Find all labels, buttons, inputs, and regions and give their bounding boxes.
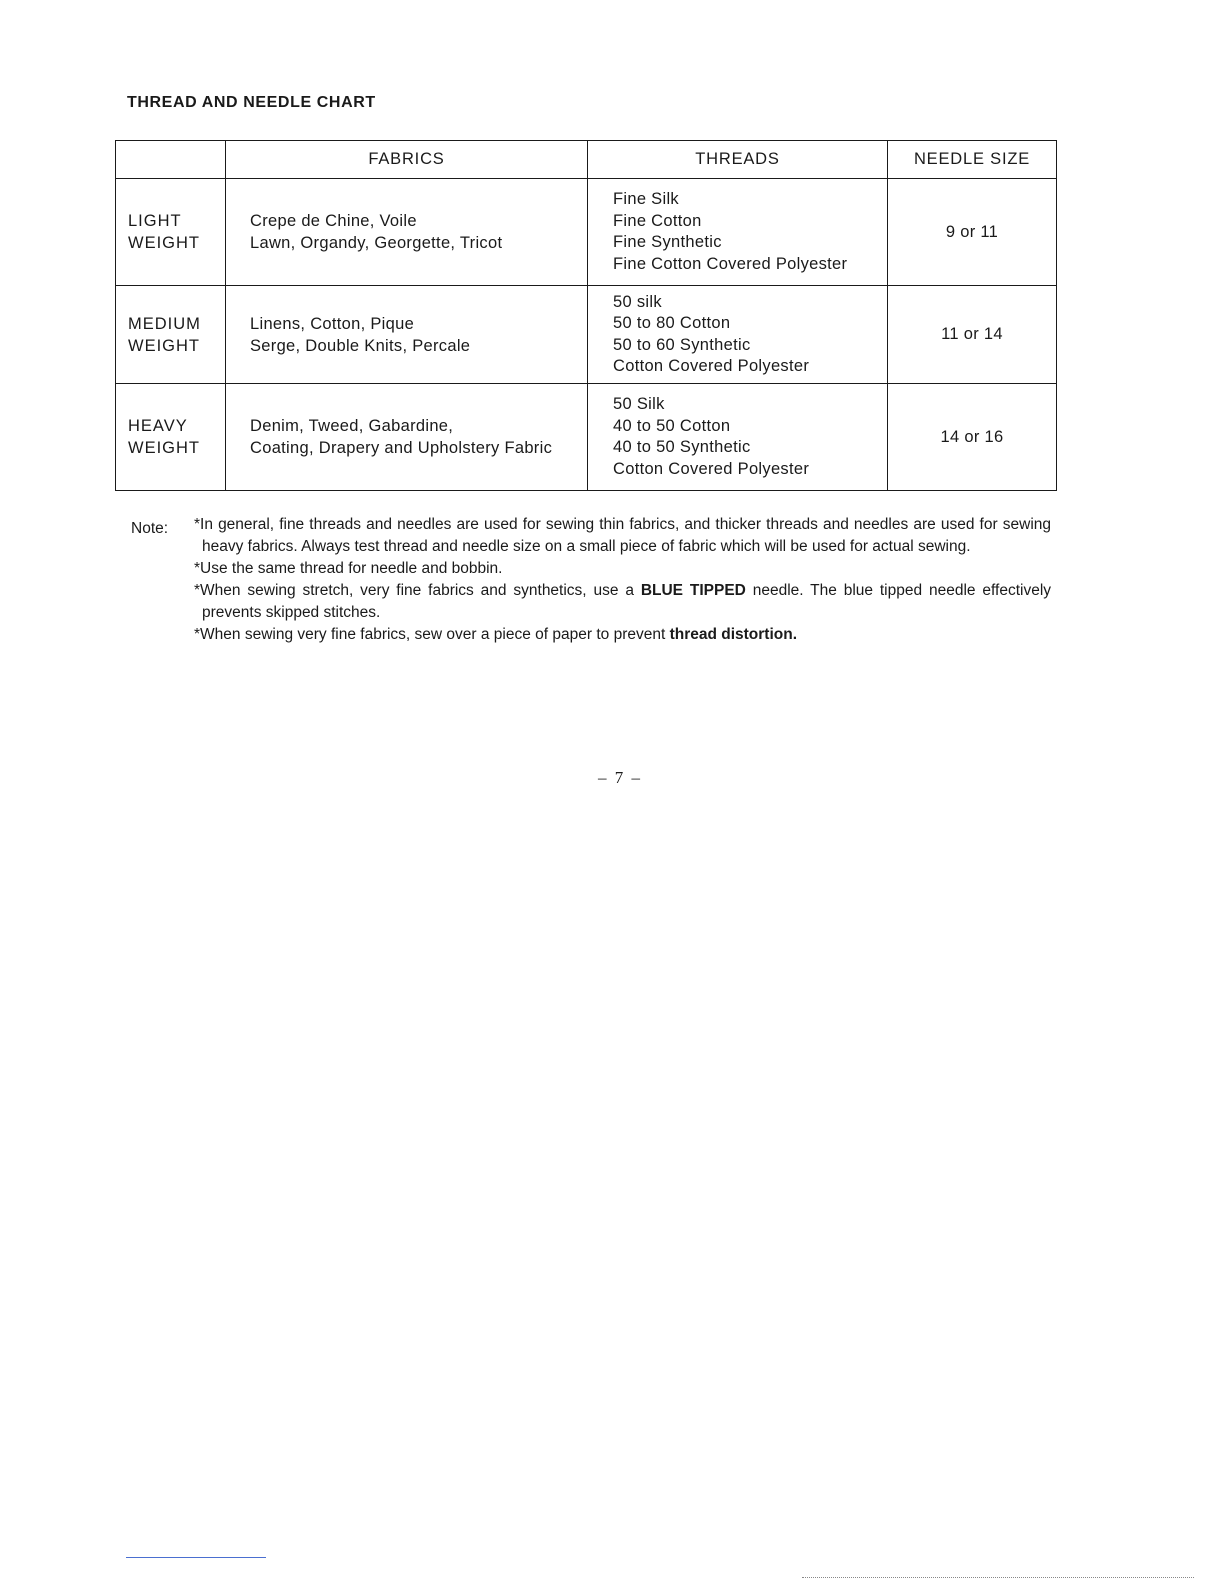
fabric-line: Crepe de Chine, Voile xyxy=(250,212,417,230)
note-item xyxy=(194,624,1051,646)
note-label: Note: xyxy=(131,520,169,537)
note-item xyxy=(194,580,1051,624)
note-text: *When sewing stretch, very fine fabrics and synthetics, use a xyxy=(194,582,641,599)
thread-line: Fine Cotton xyxy=(613,211,702,230)
table-row-heavy-weight xyxy=(116,384,1057,491)
fabric-line: Serge, Double Knits, Percale xyxy=(250,336,471,355)
thread-line: Fine Silk xyxy=(613,190,679,208)
footer-dotted-line xyxy=(802,1577,1194,1578)
thread-line: 40 to 50 Cotton xyxy=(613,416,731,435)
weight-label: HEAVY xyxy=(128,417,188,435)
note-text: *When sewing very fine fabrics, sew over a piece of paper to prevent xyxy=(194,626,670,643)
thread-line: 40 to 50 Synthetic xyxy=(613,438,751,456)
weight-label: WEIGHT xyxy=(128,234,200,252)
fabric-line: Denim, Tweed, Gabardine, xyxy=(250,417,454,435)
table-row-medium-weight xyxy=(116,286,1057,384)
weight-label: MEDIUM xyxy=(128,314,201,333)
weight-label: LIGHT xyxy=(128,212,182,230)
chart-title: THREAD AND NEEDLE CHART xyxy=(127,94,376,111)
needle-size-cell: 11 or 14 xyxy=(888,286,1057,384)
note-text: needle. The blue tipped needle effectively prevents skipped stitches. xyxy=(202,582,1052,621)
fabrics-cell xyxy=(226,384,588,491)
weight-label: WEIGHT xyxy=(128,439,200,457)
fabric-line: Linens, Cotton, Pique xyxy=(250,314,415,333)
footer-rule xyxy=(126,1557,266,1558)
needle-size-cell: 14 or 16 xyxy=(888,384,1057,491)
thread-line: 50 Silk xyxy=(613,395,665,413)
thread-line: Fine Cotton Covered Polyester xyxy=(613,254,848,273)
thread-line: 50 silk xyxy=(613,292,662,311)
note-item: *In general, fine threads and needles are used for sewing thin fabrics, and thicker threads and needles are used for sewing heavy fabrics. Always test thread and needle size on a small piece of fabric which will be used for actual sewing. xyxy=(194,516,1051,555)
threads-cell xyxy=(588,179,888,286)
thread-line: Cotton Covered Polyester xyxy=(613,357,810,375)
note-list xyxy=(194,514,1051,646)
threads-cell xyxy=(588,384,888,491)
thread-line: Fine Synthetic xyxy=(613,233,722,251)
header-fabrics: FABRICS xyxy=(226,141,588,179)
thread-needle-table xyxy=(115,140,1057,491)
weight-cell xyxy=(116,179,226,286)
weight-label: WEIGHT xyxy=(128,336,200,355)
note-item: *Use the same thread for needle and bobbin. xyxy=(194,560,503,577)
fabric-line: Coating, Drapery and Upholstery Fabric xyxy=(250,439,553,457)
header-weight xyxy=(116,141,226,179)
note-emphasis: thread distortion. xyxy=(669,626,798,643)
fabric-line: Lawn, Organdy, Georgette, Tricot xyxy=(250,234,503,252)
fabrics-cell xyxy=(226,286,588,384)
thread-line: 50 to 60 Synthetic xyxy=(613,335,751,354)
notes-section xyxy=(131,514,1051,646)
header-needle-size: NEEDLE SIZE xyxy=(888,141,1057,179)
table-row-light-weight xyxy=(116,179,1057,286)
needle-size-cell: 9 or 11 xyxy=(888,179,1057,286)
weight-cell xyxy=(116,286,226,384)
thread-line: Cotton Covered Polyester xyxy=(613,459,810,478)
threads-cell xyxy=(588,286,888,384)
page-number: – 7 – xyxy=(598,768,642,787)
note-emphasis: BLUE TIPPED xyxy=(640,582,746,599)
fabrics-cell xyxy=(226,179,588,286)
weight-cell xyxy=(116,384,226,491)
table-header-row xyxy=(116,141,1057,179)
header-threads: THREADS xyxy=(588,141,888,179)
thread-line: 50 to 80 Cotton xyxy=(613,314,731,332)
